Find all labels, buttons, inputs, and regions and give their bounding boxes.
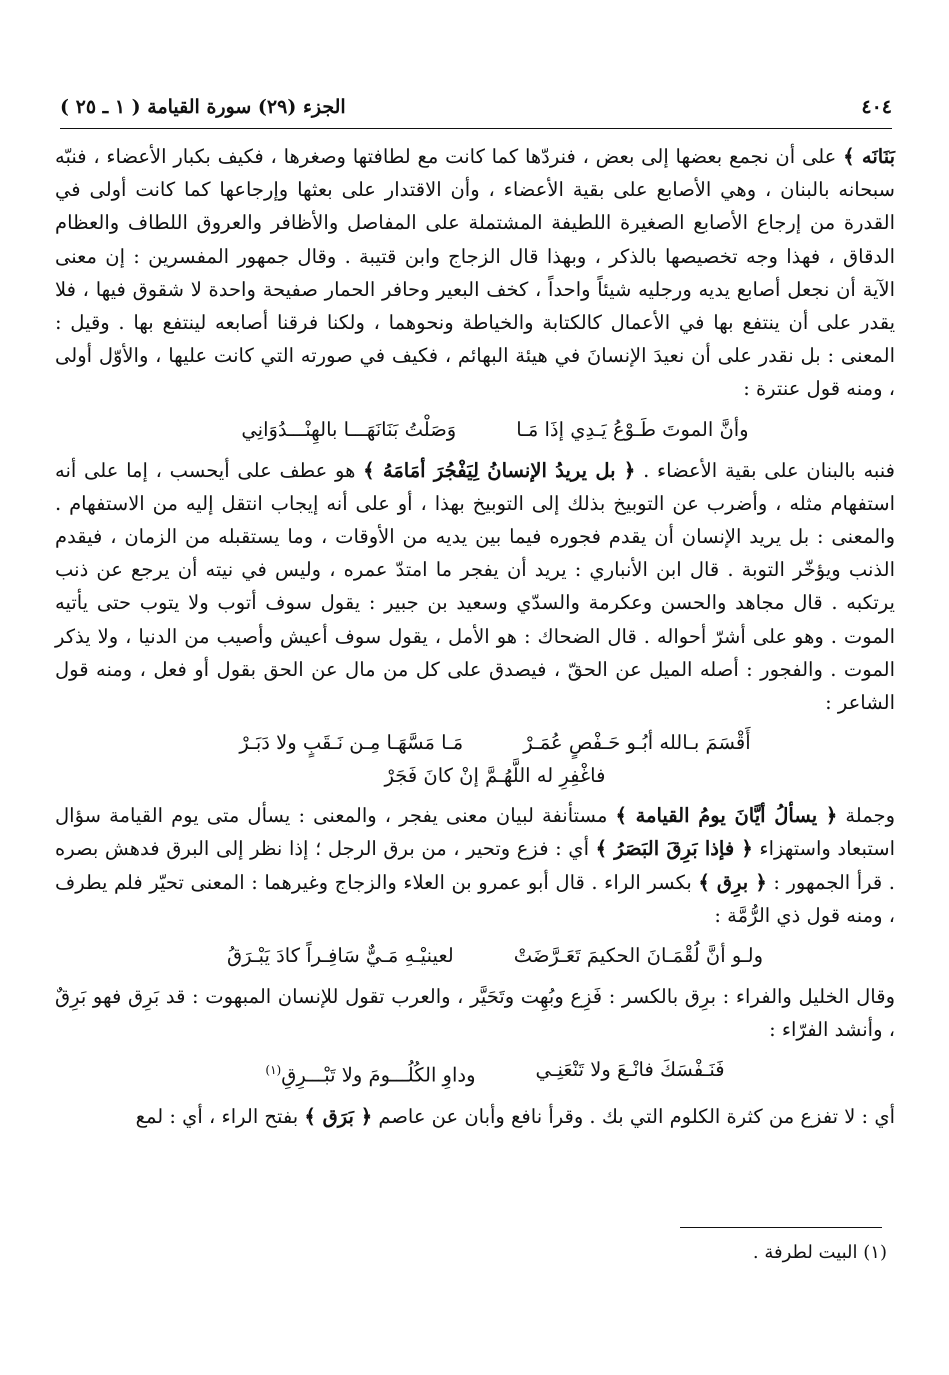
paragraph-4 <box>55 980 895 1046</box>
verse-hemistich-left-text: وداوِ الكُلُـــومَ ولا تَبْـــرِقِ <box>281 1063 476 1087</box>
commentary-text: وجملة <box>837 804 896 828</box>
quran-citation: ﴿ برِق ﴾ <box>698 870 767 894</box>
quran-citation: ﴿ بَرَق ﴾ <box>304 1104 373 1128</box>
commentary-text: أي : لا تفزع من كثرة الكلوم التي بك . وقرأ نافع وأبان عن عاصم <box>372 1104 895 1128</box>
paragraph-2 <box>55 454 895 720</box>
paragraph-5 <box>55 1100 895 1133</box>
main-text <box>55 140 895 1133</box>
paragraph-3 <box>55 799 895 932</box>
verse-hemistich-right: أَقْسَمَ بـالله أبُـو حَـفْصٍ عُمَـرْ <box>523 731 751 755</box>
commentary-text: فنبه بالبنان على بقية الأعضاء . <box>635 458 896 482</box>
verse-hemistich-right: ولـو أنَّ لُقْمَـانَ الحكيمَ تَعَـرَّضَتْ <box>513 944 764 968</box>
verse-farra <box>55 1052 895 1094</box>
paragraph-1 <box>55 140 895 406</box>
footnote: (١) البيت لطرفة . <box>752 1242 887 1263</box>
verse-antara <box>55 412 895 448</box>
page-number: ٤٠٤ <box>861 96 892 118</box>
commentary-text: أي : فزع وتحير ، من برق الرجل ؛ إذا نظر إلى البرق فدهش بصره . قرأ الجمهور : <box>55 837 895 894</box>
verse-line-second: فاغْفِرِ له اللَّهُـمَّ إنْ كانَ فَجَرْ <box>384 764 606 788</box>
verse-hemistich-left: وَصَلْتُ بَنَانَهَـــا بالهِنْـــدُوَانِي <box>241 417 457 441</box>
commentary-text: على أن نجمع بعضها إلى بعض ، فنردّها كما كانت مع لطافتها وصغرها ، فكيف بكبار الأعضاء ، فنبّه سبحانه بالبنان ، وهي الأصابع على بقية الأعضاء ، وأن الاقتدار على بعثها وإرجاعها كما كانت أولى في القدرة من إرجاع الأصابع الصغيرة اللطيفة المشتملة على المفاصل والأظافر والعروق اللطاف والعظام الدقاق ، فهذا وجه تخصيصها بالذكر ، وبهذا قال الزجاج وابن قتيبة . وقال جمهور المفسرين : إن معنى الآية أن نجعل أصابع يديه ورجليه شيئاً واحداً ، كخف البعير وحافر الحمار صفيحة واحدة لا شقوق فيها ، فلا يقدر على أن ينتفع بها في الأعمال كالكتابة والخياطة ونحوهما ، ولكنا فرقنا أصابعه لينتفع بها . وقيل : المعنى : بل نقدر على أن نعيدَ الإنسانَ في هيئة البهائم ، فكيف في صورته التي كانت عليها ، والأوّل أولى ، ومنه قول عنترة : <box>55 145 895 401</box>
verse-hemistich-left <box>265 1052 475 1094</box>
verse-umar <box>55 725 895 761</box>
quran-citation: بَنَانَه ﴾ <box>843 145 896 168</box>
running-title: الجزء (٢٩) سورة القيامة ( ١ ـ ٢٥ ) <box>60 96 346 118</box>
commentary-text: بفتح الراء ، أي : لمع <box>135 1104 305 1128</box>
verse-hemistich-left: لعينيْـهِ مَـيٌّ سَافِـراً كادَ يَبْـرَقُ <box>227 944 454 968</box>
verse-hemistich-left: مَـا مَسَّهَـا مِـن نَـقَبٍ ولا دَبَـرْ <box>239 731 464 755</box>
verse-hemistich-right: فَنَـفْسَكَ فانْـعَ ولا تَنْعَنِـي <box>535 1058 725 1082</box>
commentary-text: هو عطف على أيحسب ، إما على أنه استفهام مثله ، وأضرب عن التوبيخ بذلك إلى التوبيخ بهذا ، أو على أنه إيجاب انتقل إليه من الاستفهام . والمعنى : بل يريد الإنسان أن يقدم فجوره فيما بين يديه من الأوقات ، وما يستقبله من الزمان ، فيقدم الذنب ويؤخّر التوبة . قال ابن الأنباري : يريد أن يفجر ما امتدّ عمره ، وليس في نيته أن يرجع عن ذنب يرتكبه . قال مجاهد والحسن وعكرمة والسدّي وسعيد بن جبير : يقول سوف أتوب ولا يتوب حتى يأتيه الموت . وهو على أشرّ أحواله . قال الضحاك : هو الأمل ، يقول سوف أعيش وأصيب من الدنيا ، ولا يذكر الموت . والفجور : أصله الميل عن الحقّ ، فيصدق على كل من مال عن الحق بقول أو فعل ، ومنه قول الشاعر : <box>55 458 895 715</box>
commentary-text: وقال الخليل والفراء : برِق بالكسر : فَزِع وبُهِت وتَحَيَّر ، والعرب تقول للإنسان المبهوت : قد بَرِق فهو بَرِقٌ ، وأنشد الفرّاء : <box>55 985 895 1042</box>
footnote-marker: (١) <box>265 1063 282 1078</box>
header-divider <box>60 128 892 129</box>
page-header <box>60 96 892 126</box>
footnote-divider <box>680 1227 882 1228</box>
quran-citation: ﴿ يسألُ أيَّانَ يومُ القيامة ﴾ <box>615 804 838 828</box>
commentary-text: مستأنفة لبيان معنى يفجر ، والمعنى : يسأل متى يوم القيامة سؤال استبعاد واستهزاء <box>55 804 895 861</box>
verse-dhu-rumma <box>55 938 895 974</box>
quran-citation: ﴿ بل يريدُ الإنسانُ لِيَفْجُرَ أمَامَهُ ﴾ <box>363 458 636 482</box>
commentary-text: بكسر الراء . قال أبو عمرو بن العلاء والزجاج وغيرهما : المعنى تحيّر فلم يطرف ، ومنه قول ذي الرُّمَّة : <box>55 870 895 927</box>
quran-citation: ﴿ فإذا بَرِقَ البَصَرُ ﴾ <box>595 837 753 861</box>
verse-hemistich-right: وأنَّ الموتَ طَـوْعُ يَـدِي إذَا مَـا <box>516 417 749 441</box>
